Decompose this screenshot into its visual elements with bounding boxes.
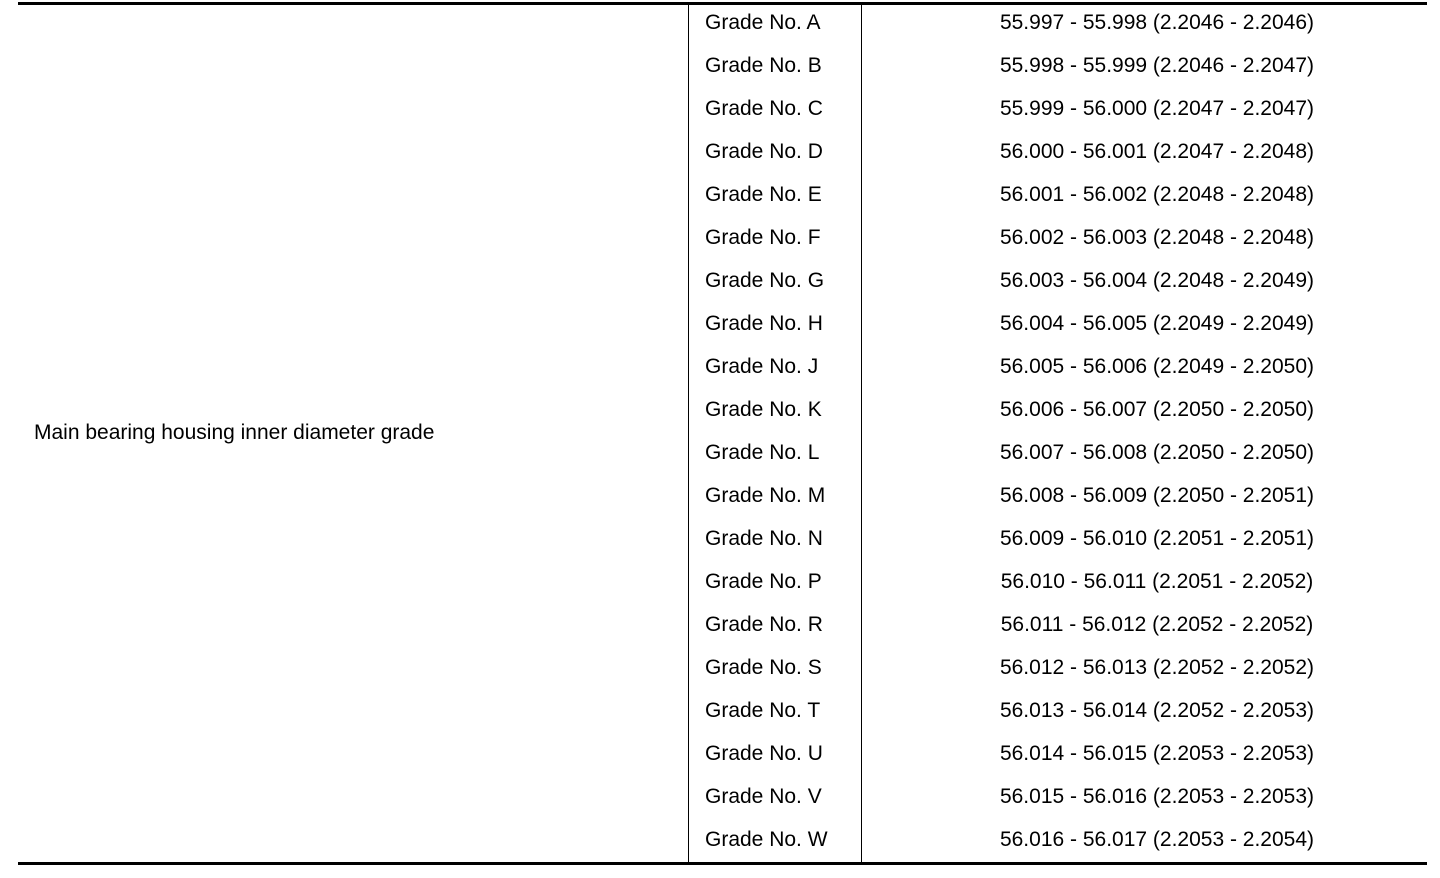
- diameter-range: 55.998 - 55.999 (2.2046 - 2.2047): [999, 54, 1315, 77]
- grade-number: Grade No. A: [705, 11, 821, 34]
- table-row: [18, 779, 1427, 822]
- diameter-range: 56.016 - 56.017 (2.2053 - 2.2054): [999, 828, 1315, 851]
- grade-number: Grade No. G: [705, 269, 825, 292]
- grade-number: Grade No. W: [705, 828, 828, 851]
- diameter-range: 56.015 - 56.016 (2.2053 - 2.2053): [999, 785, 1315, 808]
- grade-number: Grade No. R: [705, 613, 823, 636]
- table-bottom-rule: [18, 862, 1427, 865]
- diameter-range: 56.008 - 56.009 (2.2050 - 2.2051): [999, 484, 1315, 507]
- table-row: [18, 521, 1427, 564]
- grade-number: Grade No. C: [705, 97, 823, 120]
- diameter-range: 56.012 - 56.013 (2.2052 - 2.2052): [999, 656, 1315, 679]
- grade-number: Grade No. N: [705, 527, 823, 550]
- diameter-range: 56.001 - 56.002 (2.2048 - 2.2048): [999, 183, 1315, 206]
- table-row: [18, 822, 1427, 865]
- diameter-range: 56.003 - 56.004 (2.2048 - 2.2049): [999, 269, 1315, 292]
- table-row: [18, 736, 1427, 779]
- grade-number: Grade No. D: [705, 140, 823, 163]
- table-row: [18, 48, 1427, 91]
- diameter-range: 55.999 - 56.000 (2.2047 - 2.2047): [999, 97, 1315, 120]
- specification-table: [18, 0, 1427, 878]
- item-label: Main bearing housing inner diameter grade: [34, 421, 435, 444]
- diameter-range: 56.014 - 56.015 (2.2053 - 2.2053): [999, 742, 1315, 765]
- grade-number: Grade No. P: [705, 570, 822, 593]
- diameter-range: 56.004 - 56.005 (2.2049 - 2.2049): [999, 312, 1315, 335]
- diameter-range: 56.007 - 56.008 (2.2050 - 2.2050): [999, 441, 1315, 464]
- diameter-range: 56.010 - 56.011 (2.2051 - 2.2052): [1000, 570, 1314, 593]
- diameter-range: 56.011 - 56.012 (2.2052 - 2.2052): [1000, 613, 1314, 636]
- diameter-range: 56.006 - 56.007 (2.2050 - 2.2050): [999, 398, 1315, 421]
- table-row: [18, 91, 1427, 134]
- grade-number: Grade No. J: [705, 355, 819, 378]
- grade-number: Grade No. T: [705, 699, 821, 722]
- table-row: [18, 650, 1427, 693]
- grade-number: Grade No. V: [705, 785, 822, 808]
- table-row: [18, 177, 1427, 220]
- diameter-range: 56.005 - 56.006 (2.2049 - 2.2050): [999, 355, 1315, 378]
- table-row: [18, 263, 1427, 306]
- table-row: [18, 5, 1427, 48]
- table-row: [18, 693, 1427, 736]
- diameter-range: 56.000 - 56.001 (2.2047 - 2.2048): [999, 140, 1315, 163]
- grade-number: Grade No. E: [705, 183, 822, 206]
- grade-number: Grade No. F: [705, 226, 821, 249]
- table-row: [18, 392, 1427, 435]
- grade-number: Grade No. B: [705, 54, 822, 77]
- table-row: [18, 478, 1427, 521]
- table-row: [18, 349, 1427, 392]
- grade-number: Grade No. S: [705, 656, 822, 679]
- grade-number: Grade No. U: [705, 742, 823, 765]
- table-row: [18, 220, 1427, 263]
- table-row: [18, 607, 1427, 650]
- grade-number: Grade No. K: [705, 398, 822, 421]
- diameter-range: 55.997 - 55.998 (2.2046 - 2.2046): [999, 11, 1315, 34]
- table-row: [18, 134, 1427, 177]
- grade-number: Grade No. H: [705, 312, 823, 335]
- diameter-range: 56.013 - 56.014 (2.2052 - 2.2053): [999, 699, 1315, 722]
- diameter-range: 56.009 - 56.010 (2.2051 - 2.2051): [999, 527, 1315, 550]
- diameter-range: 56.002 - 56.003 (2.2048 - 2.2048): [999, 226, 1315, 249]
- grade-number: Grade No. M: [705, 484, 826, 507]
- table-row: [18, 564, 1427, 607]
- table-row: [18, 435, 1427, 478]
- table-rows: [18, 5, 1427, 865]
- grade-number: Grade No. L: [705, 441, 820, 464]
- table-row: [18, 306, 1427, 349]
